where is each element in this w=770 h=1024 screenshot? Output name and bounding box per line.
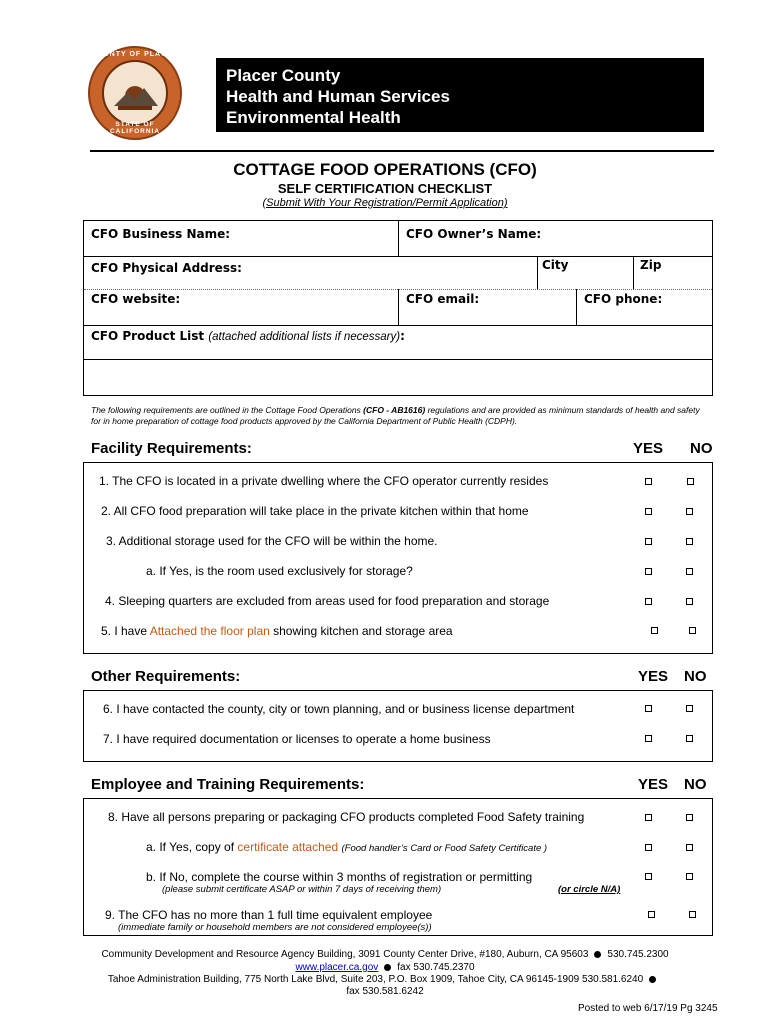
business-name-label: CFO Business Name:: [91, 227, 231, 241]
auburn-phone: 530.745.2300: [607, 949, 669, 960]
employee-9-no-checkbox[interactable]: [689, 911, 696, 918]
item5-prefix: 5. I have: [101, 624, 150, 638]
page-title: COTTAGE FOOD OPERATIONS (CFO): [233, 160, 537, 179]
agency-line-2: Health and Human Services: [226, 87, 450, 106]
other-item-7: 7. I have required documentation or licenses to operate a home business: [103, 732, 491, 746]
physical-address-label: CFO Physical Address:: [91, 261, 242, 275]
product-list-note: (attached additional lists if necessary): [208, 331, 401, 343]
bullet-icon: [384, 964, 391, 971]
other-yes-header: YES: [638, 668, 669, 685]
divider: [84, 325, 712, 326]
header-divider: [90, 150, 714, 152]
other-item-6: 6. I have contacted the county, city or town planning, and or business license department: [103, 702, 575, 716]
employee-8a-no-checkbox[interactable]: [686, 844, 693, 851]
employee-9-yes-checkbox[interactable]: [648, 911, 655, 918]
seal-top-text: COUNTY OF PLACER: [91, 51, 179, 58]
footer-tahoe-fax: fax 530.581.6242: [346, 986, 424, 997]
other-requirements-title: Other Requirements:: [91, 668, 241, 685]
other-requirements-box: [83, 690, 713, 762]
facility-item-1: 1. The CFO is located in a private dwelling where the CFO operator currently resides: [99, 474, 549, 488]
county-seal-logo: [88, 46, 182, 140]
divider: [84, 359, 712, 360]
facility-item-2: 2. All CFO food preparation will take place in the private kitchen within that home: [101, 504, 529, 518]
agency-line-1: Placer County: [226, 66, 341, 85]
facility-3a-yes-checkbox[interactable]: [645, 568, 652, 575]
facility-5-yes-checkbox[interactable]: [651, 627, 658, 634]
intro-part-1: The following requirements are outlined in the Cottage Food Operations: [91, 405, 364, 415]
phone-label: CFO phone:: [584, 292, 663, 306]
item5-suffix: showing kitchen and storage area: [269, 624, 453, 638]
facility-5-no-checkbox[interactable]: [689, 627, 696, 634]
facility-item-5: [101, 624, 453, 638]
facility-4-yes-checkbox[interactable]: [645, 598, 652, 605]
item8a-note: (Food handler’s Card or Food Safety Certificate ): [341, 843, 548, 854]
item8a-prefix: a. If Yes, copy of: [146, 840, 238, 854]
employee-no-header: NO: [684, 776, 707, 793]
product-list-colon: :: [400, 329, 405, 343]
facility-4-no-checkbox[interactable]: [686, 598, 693, 605]
divider: [576, 289, 577, 325]
employee-item-8: 8. Have all persons preparing or packaging CFO products completed Food Safety training: [108, 810, 585, 824]
bullet-icon: [594, 951, 601, 958]
tahoe-address: Tahoe Administration Building, 775 North Lake Blvd, Suite 203, P.O. Box 1909, Tahoe City, CA 96145-1909 530.581.6240: [107, 974, 644, 985]
facility-no-header: NO: [690, 440, 713, 457]
facility-2-yes-checkbox[interactable]: [645, 508, 652, 515]
page-subtitle: SELF CERTIFICATION CHECKLIST: [277, 181, 493, 196]
agency-line-3: Environmental Health: [226, 108, 401, 127]
employee-8b-no-checkbox[interactable]: [686, 873, 693, 880]
seal-emblem: [102, 60, 168, 126]
facility-3-no-checkbox[interactable]: [686, 538, 693, 545]
item9-note: (immediate family or household members are not considered employee(s)): [118, 922, 432, 933]
divider: [84, 256, 712, 257]
other-7-yes-checkbox[interactable]: [645, 735, 652, 742]
facility-1-no-checkbox[interactable]: [687, 478, 694, 485]
employee-yes-header: YES: [638, 776, 669, 793]
intro-text: [91, 405, 711, 427]
certificate-link[interactable]: certificate attached: [237, 840, 339, 854]
divider: [398, 221, 399, 256]
facility-1-yes-checkbox[interactable]: [645, 478, 652, 485]
facility-2-no-checkbox[interactable]: [686, 508, 693, 515]
employee-8-yes-checkbox[interactable]: [645, 814, 652, 821]
footer-address-tahoe: [0, 974, 770, 985]
employee-item-8a: [146, 840, 547, 854]
auburn-address: Community Development and Resource Agency Building, 3091 County Center Drive, #180, Auburn, CA 95603: [101, 949, 589, 960]
other-6-no-checkbox[interactable]: [686, 705, 693, 712]
auburn-fax: fax 530.745.2370: [397, 962, 475, 973]
product-list-label: [91, 329, 405, 343]
seal-bottom-text: STATE OF CALIFORNIA: [109, 121, 161, 135]
footer-address-auburn: [0, 949, 770, 960]
owner-name-label: CFO Owner’s Name:: [406, 227, 542, 241]
employee-training-title: Employee and Training Requirements:: [91, 776, 365, 793]
other-6-yes-checkbox[interactable]: [645, 705, 652, 712]
footer-web-fax: [0, 962, 770, 973]
other-no-header: NO: [684, 668, 707, 685]
facility-3a-no-checkbox[interactable]: [686, 568, 693, 575]
cfo-info-form: [83, 220, 713, 396]
facility-requirements-title: Facility Requirements:: [91, 440, 252, 457]
divider: [398, 289, 399, 325]
item8b-note: (please submit certificate ASAP or within 7 days of receiving them): [162, 884, 442, 895]
website-link[interactable]: www.placer.ca.gov: [295, 962, 379, 973]
other-7-no-checkbox[interactable]: [686, 735, 693, 742]
website-label: CFO website:: [91, 292, 181, 306]
facility-item-3a: a. If Yes, is the room used exclusively for storage?: [146, 564, 413, 578]
employee-8a-yes-checkbox[interactable]: [645, 844, 652, 851]
product-list-title: CFO Product List: [91, 329, 205, 343]
posted-date: Posted to web 6/17/19 Pg 3245: [578, 1003, 718, 1014]
employee-item-9: 9. The CFO has no more than 1 full time equivalent employee: [105, 908, 433, 922]
agency-header: [216, 58, 704, 132]
facility-yes-header: YES: [633, 440, 664, 457]
item8b-circle-na: (or circle N/A): [558, 884, 621, 895]
zip-label: Zip: [640, 258, 662, 272]
bullet-icon: [649, 976, 656, 983]
facility-3-yes-checkbox[interactable]: [645, 538, 652, 545]
intro-bold: (CFO - AB1616): [363, 405, 426, 415]
facility-item-4: 4. Sleeping quarters are excluded from areas used for food preparation and storage: [105, 594, 550, 608]
floor-plan-link[interactable]: Attached the floor plan: [149, 624, 270, 638]
divider: [537, 256, 538, 289]
facility-item-3: 3. Additional storage used for the CFO will be within the home.: [106, 534, 438, 548]
employee-item-8b: b. If No, complete the course within 3 months of registration or permitting: [146, 870, 533, 884]
divider: [633, 256, 634, 289]
city-label: City: [542, 258, 569, 272]
employee-8-no-checkbox[interactable]: [686, 814, 693, 821]
submit-note: (Submit With Your Registration/Permit Application): [262, 197, 508, 209]
employee-8b-yes-checkbox[interactable]: [645, 873, 652, 880]
email-label: CFO email:: [406, 292, 480, 306]
intro-part-2: regulations and are provided as minimum standards of health and safety for in home preparation of cottage food products approved by the California Department of Public Health (CDPH).: [91, 405, 700, 426]
